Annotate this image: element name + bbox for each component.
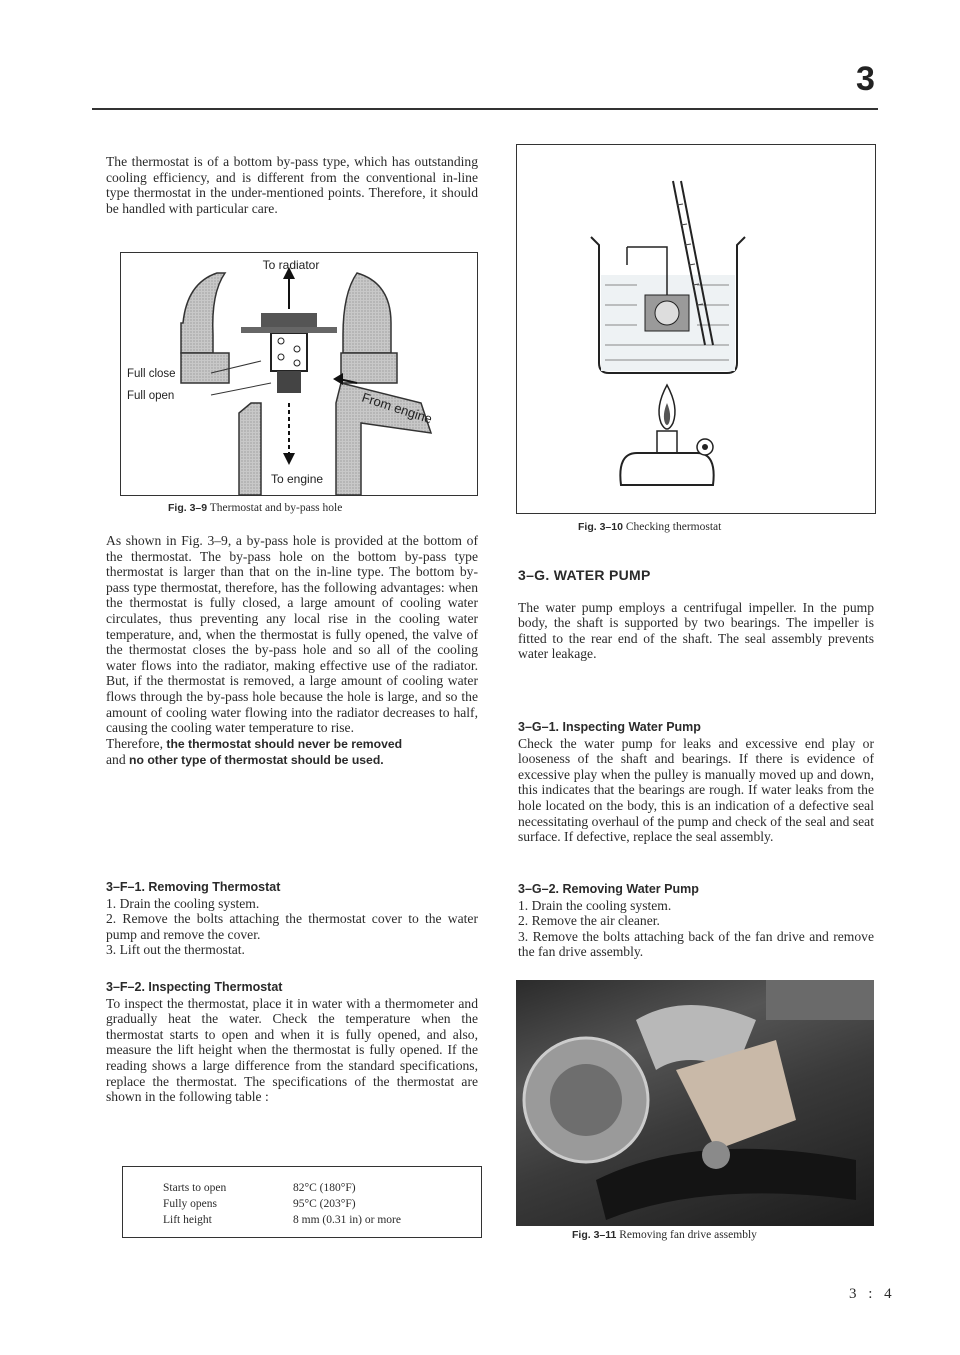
caption-fig-3-9: Fig. 3–9 Thermostat and by-pass hole [168, 502, 343, 514]
photo-fan-drive-removal [516, 980, 874, 1226]
section-inspecting-thermostat: 3–F–2. Inspecting Thermostat To inspect the thermostat, place it in water with a thermometer and gradually heat the water. Check the temperature when the thermostat starts to open and when it is fully opened, and also, measure the lift height when the thermostat is fully opened. If the reading shows a large difference from the standard specifications, replace the thermostat. The specifications of the thermostat are shown in the following table : [106, 980, 478, 1105]
spec-value: 82°C (180°F) [293, 1182, 356, 1194]
engine-photo-illustration [516, 980, 874, 1226]
section-removing-thermostat: 3–F–1. Removing Thermostat 1. Drain the cooling system. 2. Remove the bolts attaching the thermostat cover to the water pump and remove the cover. 3. Lift out the thermostat. [106, 880, 478, 958]
label-to-radiator: To radiator [262, 258, 320, 272]
spec-key: Fully opens [163, 1198, 217, 1210]
page-number: 3 : 4 [849, 1286, 896, 1302]
header-rule [92, 108, 878, 110]
label-full-close: Full close [127, 368, 176, 380]
beaker-diagram [517, 145, 875, 513]
spec-value: 95°C (203°F) [293, 1198, 356, 1210]
intro-paragraph: The thermostat is of a bottom by-pass type, which has outstanding cooling efficiency, and is different from the conventional in-line type thermostat in the under-mentioned points. Therefore, it should be handled with particular care. [106, 154, 478, 216]
caption-fig-3-10: Fig. 3–10 Checking thermostat [578, 521, 722, 533]
thermostat-spec-table [122, 1166, 482, 1238]
section-inspecting-water-pump: 3–G–1. Inspecting Water Pump Check the water pump for leaks and excessive end play or looseness of the shaft and bearings. If there is evidence of excessive play when the pulley is manually moved up and down, this indicates that the bearings are rough. If water leaks from the hole located on the body, this is an indication of a defective seal necessitating overhaul of the pump and check of the seal and seat surface. If defective, replace the seal assembly. [518, 720, 874, 845]
label-full-open: Full open [127, 390, 175, 402]
label-from-engine: From engine [360, 389, 435, 427]
chapter-number: 3 [856, 60, 875, 98]
thermostat-diagram [121, 253, 477, 495]
spec-key: Lift height [163, 1214, 212, 1226]
caption-fig-3-11: Fig. 3–11 Removing fan drive assembly [572, 1229, 757, 1241]
section-water-pump: 3–G. WATER PUMP The water pump employs a centrifugal impeller. In the pump body, the shaft is supported by two bearings. The impeller is fitted to the rear end of the shaft. The seal assembly prevents water leakage. [518, 567, 874, 662]
label-to-engine: To engine [271, 472, 324, 486]
section-removing-water-pump: 3–G–2. Removing Water Pump 1. Drain the cooling system. 2. Remove the air cleaner. 3. Remove the bolts attaching back of the fan drive and remove the fan drive assembly. [518, 882, 874, 960]
figure-checking-thermostat [516, 144, 876, 514]
figure-thermostat-bypass [120, 252, 478, 496]
spec-key: Starts to open [163, 1182, 227, 1194]
left-body: As shown in Fig. 3–9, a by-pass hole is provided at the bottom of the thermostat. The by-pass hole on the bottom by-pass type thermostat is larger than that on the in-line type. The bottom by-pass type thermostat, therefore, has the following advantages: when the thermostat is fully closed, a large amount of cooling water circulates, thus preventing any local rise in the cooling water temperature, and, when the thermostat is fully opened, the valve of the thermostat closes the by-pass hole and so all of the cooling water flows into the radiator, making effective use of the radiator. But, if the thermostat is removed, a large amount of cooling water flows through the by-pass hole because the hole is large, and so the amount of cooling water flowing into the radiator decreases to half, causing the cooling water temperature to rise. Therefore, the thermostat should never be removed and no other type of thermostat should be used. [106, 533, 478, 768]
spec-value: 8 mm (0.31 in) or more [293, 1214, 401, 1226]
